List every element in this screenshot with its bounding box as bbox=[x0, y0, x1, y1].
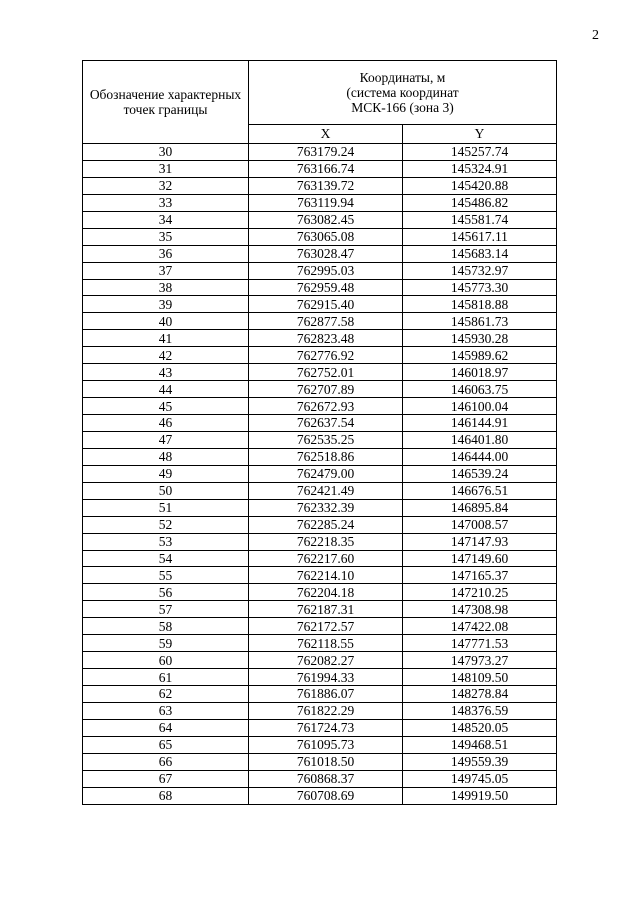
y-coordinate-cell: 146144.91 bbox=[403, 415, 557, 432]
x-coordinate-cell: 763028.47 bbox=[249, 245, 403, 262]
point-cell: 46 bbox=[83, 415, 249, 432]
point-cell: 51 bbox=[83, 499, 249, 516]
table-row bbox=[83, 245, 557, 262]
page-number: 2 bbox=[592, 28, 599, 43]
point-cell: 41 bbox=[83, 330, 249, 347]
table-row bbox=[83, 364, 557, 381]
point-cell: 53 bbox=[83, 533, 249, 550]
y-coordinate-cell: 145683.14 bbox=[403, 245, 557, 262]
y-coordinate-cell: 145989.62 bbox=[403, 347, 557, 364]
coordinates-column-header bbox=[249, 61, 557, 125]
y-column-header: Y bbox=[403, 124, 557, 143]
x-coordinate-cell: 762776.92 bbox=[249, 347, 403, 364]
y-coordinate-cell: 147149.60 bbox=[403, 550, 557, 567]
point-cell: 58 bbox=[83, 618, 249, 635]
table-row bbox=[83, 448, 557, 465]
table-row bbox=[83, 211, 557, 228]
table-row bbox=[83, 262, 557, 279]
table-row bbox=[83, 635, 557, 652]
x-coordinate-cell: 760868.37 bbox=[249, 770, 403, 787]
point-cell: 56 bbox=[83, 584, 249, 601]
y-coordinate-cell: 147210.25 bbox=[403, 584, 557, 601]
point-cell: 39 bbox=[83, 296, 249, 313]
point-cell: 33 bbox=[83, 194, 249, 211]
y-coordinate-cell: 145818.88 bbox=[403, 296, 557, 313]
coordinates-header-line2: (система координат bbox=[346, 84, 459, 100]
x-coordinate-cell: 762082.27 bbox=[249, 652, 403, 669]
x-coordinate-cell: 761724.73 bbox=[249, 719, 403, 736]
y-coordinate-cell: 149745.05 bbox=[403, 770, 557, 787]
table-row bbox=[83, 499, 557, 516]
y-coordinate-cell: 147973.27 bbox=[403, 652, 557, 669]
x-coordinate-cell: 762752.01 bbox=[249, 364, 403, 381]
y-coordinate-cell: 145617.11 bbox=[403, 228, 557, 245]
point-cell: 67 bbox=[83, 770, 249, 787]
x-coordinate-cell: 762118.55 bbox=[249, 635, 403, 652]
table-row bbox=[83, 431, 557, 448]
x-coordinate-cell: 762995.03 bbox=[249, 262, 403, 279]
y-coordinate-cell: 147422.08 bbox=[403, 618, 557, 635]
y-coordinate-cell: 147771.53 bbox=[403, 635, 557, 652]
table-row bbox=[83, 533, 557, 550]
table-row bbox=[83, 686, 557, 703]
x-coordinate-cell: 762421.49 bbox=[249, 482, 403, 499]
point-cell: 47 bbox=[83, 431, 249, 448]
y-coordinate-cell: 149468.51 bbox=[403, 736, 557, 753]
point-cell: 63 bbox=[83, 702, 249, 719]
x-coordinate-cell: 763065.08 bbox=[249, 228, 403, 245]
table-row bbox=[83, 228, 557, 245]
x-coordinate-cell: 761018.50 bbox=[249, 753, 403, 770]
x-coordinate-cell: 762672.93 bbox=[249, 398, 403, 415]
x-coordinate-cell: 762959.48 bbox=[249, 279, 403, 296]
x-coordinate-cell: 762823.48 bbox=[249, 330, 403, 347]
table-row bbox=[83, 465, 557, 482]
y-coordinate-cell: 145861.73 bbox=[403, 313, 557, 330]
point-cell: 34 bbox=[83, 211, 249, 228]
x-coordinate-cell: 763166.74 bbox=[249, 160, 403, 177]
x-coordinate-cell: 762172.57 bbox=[249, 618, 403, 635]
point-cell: 54 bbox=[83, 550, 249, 567]
table-row bbox=[83, 753, 557, 770]
x-coordinate-cell: 763119.94 bbox=[249, 194, 403, 211]
x-coordinate-cell: 762214.10 bbox=[249, 567, 403, 584]
y-coordinate-cell: 146676.51 bbox=[403, 482, 557, 499]
x-coordinate-cell: 762217.60 bbox=[249, 550, 403, 567]
x-coordinate-cell: 761994.33 bbox=[249, 669, 403, 686]
y-coordinate-cell: 145773.30 bbox=[403, 279, 557, 296]
point-cell: 40 bbox=[83, 313, 249, 330]
point-cell: 38 bbox=[83, 279, 249, 296]
y-coordinate-cell: 145732.97 bbox=[403, 262, 557, 279]
point-cell: 45 bbox=[83, 398, 249, 415]
table-header bbox=[83, 61, 557, 144]
x-coordinate-cell: 762637.54 bbox=[249, 415, 403, 432]
point-cell: 61 bbox=[83, 669, 249, 686]
coordinates-header-line3: МСК-166 (зона 3) bbox=[351, 99, 454, 115]
table-row bbox=[83, 618, 557, 635]
y-coordinate-cell: 148520.05 bbox=[403, 719, 557, 736]
coordinates-header-line1: Координаты, м bbox=[359, 69, 446, 85]
y-coordinate-cell: 148278.84 bbox=[403, 686, 557, 703]
point-cell: 50 bbox=[83, 482, 249, 499]
table-row bbox=[83, 702, 557, 719]
y-coordinate-cell: 146018.97 bbox=[403, 364, 557, 381]
point-cell: 48 bbox=[83, 448, 249, 465]
x-coordinate-cell: 763082.45 bbox=[249, 211, 403, 228]
y-coordinate-cell: 146539.24 bbox=[403, 465, 557, 482]
point-cell: 64 bbox=[83, 719, 249, 736]
x-coordinate-cell: 761822.29 bbox=[249, 702, 403, 719]
x-coordinate-cell: 762204.18 bbox=[249, 584, 403, 601]
y-coordinate-cell: 145420.88 bbox=[403, 177, 557, 194]
point-cell: 68 bbox=[83, 787, 249, 804]
point-cell: 60 bbox=[83, 652, 249, 669]
point-cell: 35 bbox=[83, 228, 249, 245]
x-coordinate-cell: 762707.89 bbox=[249, 381, 403, 398]
y-coordinate-cell: 145930.28 bbox=[403, 330, 557, 347]
y-coordinate-cell: 145486.82 bbox=[403, 194, 557, 211]
table-row bbox=[83, 516, 557, 533]
x-coordinate-cell: 762218.35 bbox=[249, 533, 403, 550]
x-coordinate-cell: 762285.24 bbox=[249, 516, 403, 533]
y-coordinate-cell: 146100.04 bbox=[403, 398, 557, 415]
table-row bbox=[83, 279, 557, 296]
x-coordinate-cell: 762535.25 bbox=[249, 431, 403, 448]
table-row bbox=[83, 347, 557, 364]
table-row bbox=[83, 719, 557, 736]
y-coordinate-cell: 146444.00 bbox=[403, 448, 557, 465]
table-row bbox=[83, 567, 557, 584]
table-row bbox=[83, 770, 557, 787]
table-row bbox=[83, 482, 557, 499]
point-cell: 65 bbox=[83, 736, 249, 753]
y-coordinate-cell: 146063.75 bbox=[403, 381, 557, 398]
x-coordinate-cell: 763139.72 bbox=[249, 177, 403, 194]
x-coordinate-cell: 760708.69 bbox=[249, 787, 403, 804]
x-column-header: X bbox=[249, 124, 403, 143]
table-row bbox=[83, 550, 557, 567]
table-row bbox=[83, 415, 557, 432]
x-coordinate-cell: 763179.24 bbox=[249, 144, 403, 161]
point-cell: 49 bbox=[83, 465, 249, 482]
table-row bbox=[83, 296, 557, 313]
x-coordinate-cell: 762877.58 bbox=[249, 313, 403, 330]
table-row bbox=[83, 160, 557, 177]
y-coordinate-cell: 147165.37 bbox=[403, 567, 557, 584]
point-cell: 62 bbox=[83, 686, 249, 703]
table-row bbox=[83, 313, 557, 330]
coordinates-table bbox=[82, 60, 557, 805]
table-row bbox=[83, 330, 557, 347]
y-coordinate-cell: 148109.50 bbox=[403, 669, 557, 686]
table-row bbox=[83, 736, 557, 753]
y-coordinate-cell: 148376.59 bbox=[403, 702, 557, 719]
x-coordinate-cell: 761886.07 bbox=[249, 686, 403, 703]
table-row bbox=[83, 381, 557, 398]
table-row bbox=[83, 584, 557, 601]
y-coordinate-cell: 145257.74 bbox=[403, 144, 557, 161]
point-cell: 66 bbox=[83, 753, 249, 770]
y-coordinate-cell: 146895.84 bbox=[403, 499, 557, 516]
point-cell: 43 bbox=[83, 364, 249, 381]
point-cell: 52 bbox=[83, 516, 249, 533]
y-coordinate-cell: 147308.98 bbox=[403, 601, 557, 618]
x-coordinate-cell: 762915.40 bbox=[249, 296, 403, 313]
x-coordinate-cell: 761095.73 bbox=[249, 736, 403, 753]
y-coordinate-cell: 145324.91 bbox=[403, 160, 557, 177]
x-coordinate-cell: 762187.31 bbox=[249, 601, 403, 618]
point-cell: 57 bbox=[83, 601, 249, 618]
y-coordinate-cell: 145581.74 bbox=[403, 211, 557, 228]
y-coordinate-cell: 147008.57 bbox=[403, 516, 557, 533]
table-row bbox=[83, 601, 557, 618]
x-coordinate-cell: 762518.86 bbox=[249, 448, 403, 465]
point-cell: 55 bbox=[83, 567, 249, 584]
y-coordinate-cell: 147147.93 bbox=[403, 533, 557, 550]
table-row bbox=[83, 194, 557, 211]
table-body bbox=[83, 144, 557, 805]
x-coordinate-cell: 762479.00 bbox=[249, 465, 403, 482]
point-cell: 59 bbox=[83, 635, 249, 652]
y-coordinate-cell: 149559.39 bbox=[403, 753, 557, 770]
table-row bbox=[83, 787, 557, 804]
point-cell: 36 bbox=[83, 245, 249, 262]
table-row bbox=[83, 177, 557, 194]
y-coordinate-cell: 146401.80 bbox=[403, 431, 557, 448]
table-row bbox=[83, 144, 557, 161]
point-cell: 44 bbox=[83, 381, 249, 398]
y-coordinate-cell: 149919.50 bbox=[403, 787, 557, 804]
point-cell: 31 bbox=[83, 160, 249, 177]
point-cell: 42 bbox=[83, 347, 249, 364]
point-column-header: Обозначение характерных точек границы bbox=[83, 61, 249, 144]
x-coordinate-cell: 762332.39 bbox=[249, 499, 403, 516]
table-row bbox=[83, 652, 557, 669]
point-cell: 32 bbox=[83, 177, 249, 194]
point-cell: 37 bbox=[83, 262, 249, 279]
table-row bbox=[83, 669, 557, 686]
table-row bbox=[83, 398, 557, 415]
point-cell: 30 bbox=[83, 144, 249, 161]
